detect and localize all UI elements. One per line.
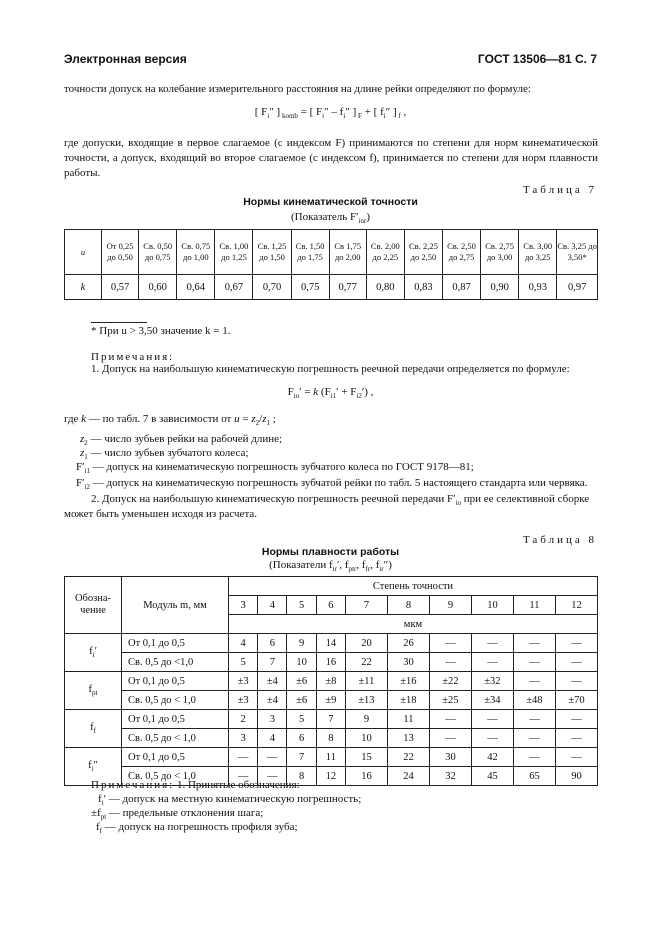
table8-symbol: $f_f$ <box>65 710 122 748</box>
table8-cell: — <box>555 653 597 672</box>
table7-value-cell: 0,67 <box>215 275 253 300</box>
notes1-fi1: $F'_{i1}$ — допуск на кинематическую погрешность зубчатого колеса по ГОСТ 9178—81; <box>76 461 474 476</box>
table8-cell: — <box>513 634 555 653</box>
table8-cell: 16 <box>316 653 345 672</box>
table8-degree-cell: 5 <box>287 596 316 615</box>
table7-header-cell: Св. 0,75 до 1,00 <box>177 230 215 275</box>
notes1-where: где k — по табл. 7 в зависимости от $u = z_2/z_1$ ; <box>64 413 276 428</box>
table8-col-degree: Степень точности <box>229 577 598 596</box>
table8-cell: — <box>513 748 555 767</box>
table8-cell: ±3 <box>229 691 258 710</box>
table8-cell: — <box>513 653 555 672</box>
table8-unit: мкм <box>229 615 598 634</box>
table7-subtitle: (Показатель $F'_{ior}$) <box>290 211 371 226</box>
table8-module: Св. 0,5 до < 1,0 <box>122 691 229 710</box>
table7-header-cell: От 0,25 до 0,50 <box>102 230 139 275</box>
table7-value-cell: 0,64 <box>177 275 215 300</box>
table8-cell: ±3 <box>229 672 258 691</box>
table8-cell: — <box>429 710 471 729</box>
notes2-line3: $\pm f_{pt}$ — предельные отклонения шага; <box>91 807 264 822</box>
table8-cell: 6 <box>258 634 287 653</box>
table7-value-cell: 0,75 <box>291 275 329 300</box>
table8-cell: 7 <box>258 653 287 672</box>
table-row <box>65 691 598 710</box>
table8-degree-cell: 10 <box>471 596 513 615</box>
table8-degree-cell: 11 <box>513 596 555 615</box>
table7-value-row <box>65 275 598 300</box>
table8-cell: 4 <box>229 634 258 653</box>
table7-title: Нормы кинематической точности <box>243 196 418 208</box>
table8-cell: ±32 <box>471 672 513 691</box>
table8-cell: 7 <box>287 748 316 767</box>
table8-cell: — <box>258 767 287 786</box>
table7-header-cell: Св. 1,25 до 1,50 <box>253 230 291 275</box>
table-row <box>65 710 598 729</box>
notes1-item2b: может быть уменьшен исходя из расчета. <box>64 508 258 520</box>
table8-cell: 3 <box>229 729 258 748</box>
table8-cell: 24 <box>387 767 429 786</box>
table7-header-cell: Св. 3,25 до 3,50* <box>557 230 598 275</box>
table7-value-cell: 0,60 <box>139 275 177 300</box>
table8-cell: 9 <box>287 634 316 653</box>
table8-cell: 90 <box>555 767 597 786</box>
table7-u-label: u <box>65 230 102 275</box>
table8-cell: ±11 <box>345 672 387 691</box>
table8-cell: 22 <box>345 653 387 672</box>
table8-cell: ±4 <box>258 691 287 710</box>
table8-cell: ±6 <box>287 672 316 691</box>
table8-cell: 10 <box>287 653 316 672</box>
table8-cell: 3 <box>258 710 287 729</box>
table8-cell: — <box>555 729 597 748</box>
table8-cell: 10 <box>345 729 387 748</box>
table8-cell: ±18 <box>387 691 429 710</box>
notes1-z2: $z_2$ — число зубьев рейки на рабочей длине; <box>80 433 283 448</box>
table7-header-cell: Св. 1,00 до 1,25 <box>215 230 253 275</box>
table8-module: От 0,1 до 0,5 <box>122 748 229 767</box>
table8-caption: Таблица 8 <box>522 534 597 546</box>
table8-module: От 0,1 до 0,5 <box>122 710 229 729</box>
table8-degree-cell: 8 <box>387 596 429 615</box>
table8-cell: ±4 <box>258 672 287 691</box>
table7-header-cell: Св. 3,00 до 3,25 <box>519 230 557 275</box>
table8-degree-cell: 4 <box>258 596 287 615</box>
table8-cell: — <box>258 748 287 767</box>
table8-cell: 30 <box>429 748 471 767</box>
table8-symbol: $f_i'$ <box>65 634 122 672</box>
notes1-item1: 1. Допуск на наибольшую кинематическую погрешность реечной передачи определяется по формуле: <box>91 363 570 375</box>
table8-cell: 2 <box>229 710 258 729</box>
table7-header-cell: Св 1,75 до 2,00 <box>329 230 366 275</box>
table8-cell: ±13 <box>345 691 387 710</box>
table7-footnote: * При u > 3,50 значение k = 1. <box>91 325 231 337</box>
table7-header-row <box>65 230 598 275</box>
table8-cell: 22 <box>387 748 429 767</box>
table8-cell: 5 <box>287 710 316 729</box>
table7-header-cell: Св. 2,50 до 2,75 <box>442 230 480 275</box>
table8-cell: — <box>429 653 471 672</box>
table8-cell: 12 <box>316 767 345 786</box>
table8-degree-cell: 6 <box>316 596 345 615</box>
notes1-z1: $z_1$ — число зубьев зубчатого колеса; <box>80 447 249 462</box>
table8-cell: 8 <box>316 729 345 748</box>
table8-symbol: $f_i''$ <box>65 748 122 786</box>
table8-cell: — <box>555 710 597 729</box>
table7-header-cell: Св. 2,25 до 2,50 <box>404 230 442 275</box>
table8-symbol: $f_{pt}$ <box>65 672 122 710</box>
table7-header-cell: Св. 1,50 до 1,75 <box>291 230 329 275</box>
table8-cell: 42 <box>471 748 513 767</box>
table8-cell: 13 <box>387 729 429 748</box>
table8-col-designation: Обозна-чение <box>65 577 122 634</box>
table8-cell: 7 <box>316 710 345 729</box>
table8-cell: ±16 <box>387 672 429 691</box>
table8-cell: ±34 <box>471 691 513 710</box>
table-row <box>65 653 598 672</box>
table8-subtitle: (Показатели $f_{ir}'$, $f_{ptr}$, $f_{fr}$, $f_{ir}''$) <box>269 559 392 574</box>
table8-degree-cell: 7 <box>345 596 387 615</box>
table8-cell: — <box>229 767 258 786</box>
table8-col-module: Модуль m, мм <box>122 577 229 634</box>
table8-cell: 65 <box>513 767 555 786</box>
table8-cell: — <box>555 634 597 653</box>
table7-value-cell: 0,70 <box>253 275 291 300</box>
table8-cell: 4 <box>258 729 287 748</box>
table8-cell: 11 <box>387 710 429 729</box>
table8-cell: 5 <box>229 653 258 672</box>
table8-cell: 11 <box>316 748 345 767</box>
table8-cell: — <box>229 748 258 767</box>
table7-value-cell: 0,93 <box>519 275 557 300</box>
table8-cell: 14 <box>316 634 345 653</box>
table7-value-cell: 0,97 <box>557 275 598 300</box>
table8-cell: 6 <box>287 729 316 748</box>
table7-value-cell: 0,57 <box>102 275 139 300</box>
table8-cell: — <box>513 672 555 691</box>
table8-cell: 32 <box>429 767 471 786</box>
table7-k-label: k <box>65 275 102 300</box>
footnote-divider <box>91 322 147 323</box>
notes2-label: Примечания: <box>91 779 175 791</box>
table7-value-cell: 0,83 <box>404 275 442 300</box>
table-row <box>65 729 598 748</box>
header-left: Электронная версия <box>64 52 187 66</box>
table8-cell: — <box>429 634 471 653</box>
table8-cell: — <box>471 729 513 748</box>
table8-module: От 0,1 до 0,5 <box>122 672 229 691</box>
table8-cell: ±70 <box>555 691 597 710</box>
table8-cell: 20 <box>345 634 387 653</box>
notes2-line4: $f_f$ — допуск на погрешность профиля зуба; <box>96 821 298 836</box>
table-row <box>65 634 598 653</box>
notes1-label: Примечания: <box>91 351 175 363</box>
table8-degree-cell: 12 <box>555 596 597 615</box>
intro-text: точности допуск на колебание измерительного расстояния на длине рейки определяют по формуле: <box>64 83 531 95</box>
table7-header-cell: Св. 0,50 до 0,75 <box>139 230 177 275</box>
table8-cell: 9 <box>345 710 387 729</box>
table8-cell: — <box>429 729 471 748</box>
table8-cell: ±8 <box>316 672 345 691</box>
table8-module: Св. 0,5 до < 1,0 <box>122 729 229 748</box>
notes2-item1: 1. Принятые обозначения: <box>176 779 300 791</box>
table8-cell: 15 <box>345 748 387 767</box>
table7-caption: Таблица 7 <box>522 184 597 196</box>
notes2-line1 <box>91 778 300 793</box>
table7-value-cell: 0,80 <box>366 275 404 300</box>
table8-cell: — <box>513 710 555 729</box>
table8-degree-cell: 9 <box>429 596 471 615</box>
table-row <box>65 748 598 767</box>
table8-cell: ±22 <box>429 672 471 691</box>
notes1-fi2: $F'_{i2}$ — допуск на кинематическую погрешность зубчатой рейки по табл. 5 настоящего стандарта или червяка. <box>76 477 588 492</box>
header-right: ГОСТ 13506—81 С. 7 <box>477 52 597 66</box>
table8-cell: 16 <box>345 767 387 786</box>
formula-komb: [ $F_i''$ ] $_{komb}$ = [ $F_i'' - f_i''$ ] $_F$ + [ $f_i''$ ] $_f$ , <box>254 106 407 121</box>
table7-value-cell: 0,87 <box>442 275 480 300</box>
paragraph-2: где допуски, входящие в первое слагаемое (с индексом F) принимаются по степени для норм кинематической точности, а допуск, входящий во второе слагаемое (с индексом f), принимается по степени для норм плавности работы. <box>64 137 598 179</box>
table8-cell: — <box>471 710 513 729</box>
notes1-item2a: 2. Допуск на наибольшую кинематическую погрешность реечной передачи $F'_{io}$ при ее селективной сборке <box>91 493 590 508</box>
table8-cell: — <box>555 748 597 767</box>
table8-cell: ±48 <box>513 691 555 710</box>
table8-cell: ±9 <box>316 691 345 710</box>
table8-cell: — <box>471 653 513 672</box>
table8 <box>64 576 598 786</box>
table8-cell: 45 <box>471 767 513 786</box>
table8-cell: — <box>471 634 513 653</box>
table7 <box>64 229 598 300</box>
table8-degree-cell: 3 <box>229 596 258 615</box>
table-row <box>65 672 598 691</box>
table8-module: Св. 0,5 до < 1,0 <box>122 767 229 786</box>
table8-cell: 26 <box>387 634 429 653</box>
formula-fio: $F_{io}' = k$ $(F_{i1}' + F_{i2}')$ , <box>287 386 374 401</box>
table8-cell: 8 <box>287 767 316 786</box>
table8-cell: ±6 <box>287 691 316 710</box>
table7-value-cell: 0,77 <box>329 275 366 300</box>
table7-header-cell: Св. 2,00 до 2,25 <box>366 230 404 275</box>
table7-header-cell: Св. 2,75 до 3,00 <box>481 230 519 275</box>
table8-title: Нормы плавности работы <box>261 546 400 558</box>
table8-cell: 30 <box>387 653 429 672</box>
table8-module: От 0,1 до 0,5 <box>122 634 229 653</box>
table8-cell: — <box>555 672 597 691</box>
table7-value-cell: 0,90 <box>481 275 519 300</box>
table8-cell: — <box>513 729 555 748</box>
table8-cell: ±25 <box>429 691 471 710</box>
table8-module: Св. 0,5 до <1,0 <box>122 653 229 672</box>
notes2-line2: $f_i'$ — допуск на местную кинематическую погрешность; <box>98 793 362 808</box>
